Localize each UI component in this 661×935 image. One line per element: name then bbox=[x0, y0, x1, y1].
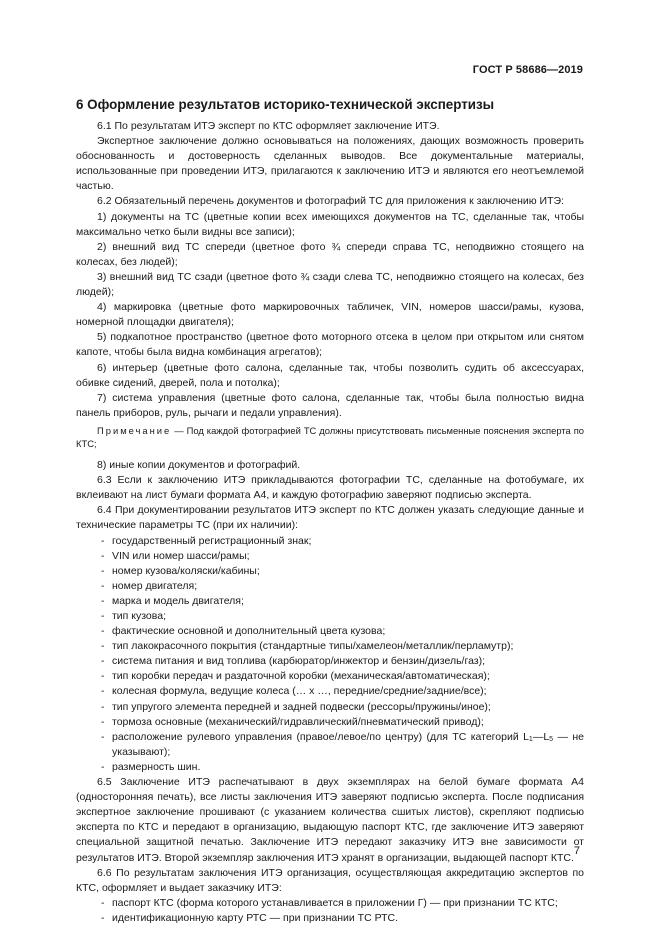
list-item: - государственный регистрационный знак; bbox=[76, 534, 584, 549]
list-item: 1) документы на ТС (цветные копии всех имеющихся документов на ТС, сделанные так, чтобы максимально четко были видны все записи); bbox=[76, 210, 584, 238]
list-item: 6) интерьер (цветные фото салона, сделанные так, чтобы позволить судить об аксессуарах, обивке сидений, дверей, пола и потолка); bbox=[76, 361, 584, 389]
paragraph-6-5: 6.5 Заключение ИТЭ распечатывают в двух экземплярах на белой бумаге формата А4 (односторонняя печать), все листы заключения ИТЭ заверяют подписью эксперта. После подписания экспертное заключение прошивают (с указанием количества сшитых листов), скрепляют подписью эксперта по КТС и передают в организацию, выдающую паспорт КТС, где заключение ИТЭ заверяют специальной защитной печатью. Заключение ИТЭ передают заказчику ИТЭ вне зависимости от результатов ИТЭ. Второй экземпляр заключения ИТЭ хранят в организации, выдающей паспорт КТС. bbox=[76, 776, 584, 864]
list-item: 2) внешний вид ТС спереди (цветное фото ¾ спереди справа ТС, неподвижно стоящего на колесах, без людей); bbox=[76, 240, 584, 268]
list-item: - паспорт КТС (форма которого устанавливается в приложении Г) — при признании ТС КТС; bbox=[76, 896, 584, 911]
document-body bbox=[76, 97, 584, 926]
page-number: 7 bbox=[573, 845, 580, 857]
section-title: 6 Оформление результатов историко-технической экспертизы bbox=[76, 97, 495, 112]
list-item: 5) подкапотное пространство (цветное фото моторного отсека в целом при открытом или снятом капоте, чтобы была видна комбинация агрегатов); bbox=[76, 331, 584, 359]
note-text: — Под каждой фотографией ТС должны присутствовать письменные пояснения эксперта по КТС; bbox=[76, 424, 584, 450]
list-item: - марка и модель двигателя; bbox=[76, 594, 584, 609]
paragraph-6-1-body: Экспертное заключение должно основываться на положениях, дающих возможность проверить обоснованность и достоверность сделанных выводов. Все документальные материалы, использованные при проведении ИТЭ, прилагаются к заключению ИТЭ и являются его неотъемлемой частью. bbox=[76, 135, 584, 193]
list-item: - тип лакокрасочного покрытия (стандартные типы/хамелеон/металлик/перламутр); bbox=[76, 639, 584, 654]
note-label: Примечание bbox=[97, 424, 172, 436]
paragraph-6-6: 6.6 По результатам заключения ИТЭ организация, осуществляющая аккредитацию экспертов по КТС, оформляет и выдает заказчику ИТЭ: bbox=[76, 866, 584, 894]
list-item: - идентификационную карту РТС — при признании ТС РТС. bbox=[76, 911, 584, 926]
list-item: - тип коробки передач и раздаточной коробки (механическая/автоматическая); bbox=[76, 669, 584, 684]
subscript: 5 bbox=[549, 735, 554, 743]
note bbox=[76, 424, 584, 451]
subscript: 1 bbox=[528, 735, 533, 743]
list-item-steering bbox=[76, 730, 584, 760]
standard-number: ГОСТ Р 58686—2019 bbox=[472, 64, 583, 76]
list-item: - номер кузова/коляски/кабины; bbox=[76, 564, 584, 579]
list-item: - тормоза основные (механический/гидравлический/пневматический привод); bbox=[76, 715, 584, 730]
list-item: - тип кузова; bbox=[76, 609, 584, 624]
list-item: 8) иные копии документов и фотографий. bbox=[97, 459, 301, 472]
paragraph-6-4: 6.4 При документировании результатов ИТЭ эксперт по КТС должен указать следующие данные и технические параметры ТС (при их наличии): bbox=[76, 504, 584, 532]
list-item: - размерность шин. bbox=[76, 760, 584, 775]
list-item: - система питания и вид топлива (карбюратор/инжектор и бензин/дизель/газ); bbox=[76, 654, 584, 669]
paragraph-6-3: 6.3 Если к заключению ИТЭ прикладываются фотографии ТС, сделанные на фотобумаге, их вклеивают на лист бумаги формата А4, и каждую фотографию заверяют подписью эксперта. bbox=[76, 474, 584, 502]
list-item: - фактические основной и дополнительный цвета кузова; bbox=[76, 624, 584, 639]
list-item: - тип упругого элемента передней и задней подвески (рессоры/пружины/иное); bbox=[76, 700, 584, 715]
steering-text-end: — не указывают); bbox=[112, 730, 584, 758]
paragraph-6-2: 6.2 Обязательный перечень документов и фотографий ТС для приложения к заключению ИТЭ: bbox=[97, 195, 564, 208]
list-item: 3) внешний вид ТС сзади (цветное фото ¾ сзади слева ТС, неподвижно стоящего на колесах, без людей); bbox=[76, 270, 584, 299]
steering-text: расположение рулевого управления (правое/левое/по центру) (для ТС категорий L bbox=[112, 730, 529, 743]
paragraph-6-1: 6.1 По результатам ИТЭ эксперт по КТС оформляет заключение ИТЭ. bbox=[97, 120, 440, 132]
list-item: 7) система управления (цветные фото салона, сделанные так, чтобы была полностью видна панель приборов, руль, рычаги и педали управления). bbox=[76, 391, 584, 419]
list-item: - VIN или номер шасси/рамы; bbox=[76, 549, 584, 564]
steering-dash: —L bbox=[532, 730, 550, 743]
list-item: - колесная формула, ведущие колеса (… х …, передние/средние/задние/все); bbox=[76, 684, 584, 699]
list-item: 4) маркировка (цветные фото маркировочных табличек, VIN, номеров шасси/рамы, кузова, номерной площадки двигателя); bbox=[76, 301, 584, 329]
list-item: - номер двигателя; bbox=[76, 579, 584, 594]
